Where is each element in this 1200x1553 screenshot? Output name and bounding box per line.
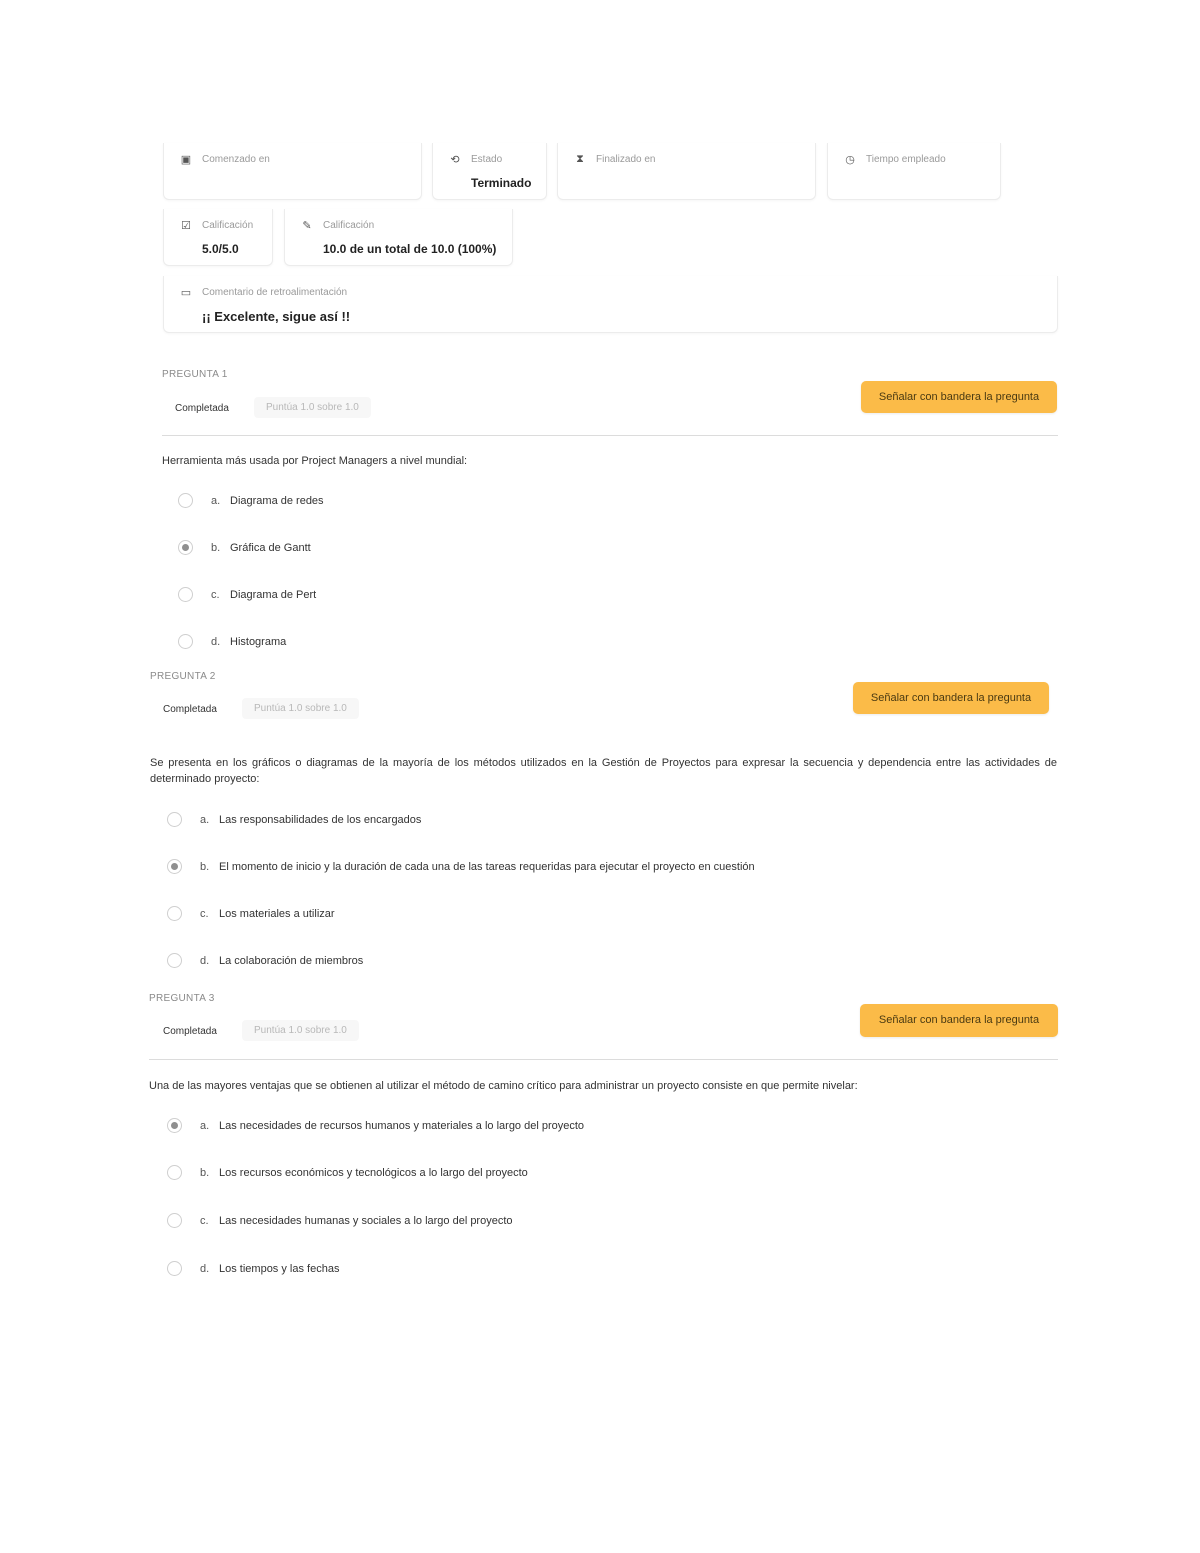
- question-1-label: PREGUNTA 1: [162, 369, 228, 380]
- radio-button-selected[interactable]: [167, 859, 182, 874]
- flag-question-1-button[interactable]: Señalar con bandera la pregunta: [861, 381, 1057, 413]
- question-2-option-a[interactable]: a. Las responsabilidades de los encargados: [167, 812, 421, 827]
- question-1-option-d[interactable]: d. Histograma: [178, 634, 286, 649]
- option-text: Diagrama de redes: [230, 494, 324, 507]
- feedback-value: ¡¡ Excelente, sigue así !!: [202, 309, 351, 324]
- option-text: Los materiales a utilizar: [219, 907, 335, 920]
- grade-points-card: [163, 209, 273, 266]
- clock-icon: ◷: [845, 154, 855, 166]
- divider: [162, 435, 1058, 436]
- option-text: Las responsabilidades de los encargados: [219, 813, 422, 826]
- question-3-state: Completada: [163, 1026, 217, 1037]
- radio-button[interactable]: [178, 493, 193, 508]
- checkbox-icon: ☑: [181, 220, 191, 232]
- question-1-option-c[interactable]: c. Diagrama de Pert: [178, 587, 316, 602]
- question-2-text: Se presenta en los gráficos o diagramas de la mayoría de los métodos utilizados en la Gestión de Proyectos para expresar la secuencia y dependencia entre las actividades de determinado proyecto:: [150, 757, 1057, 785]
- status-label: Estado: [471, 154, 503, 165]
- grade-points-value: 5.0/5.0: [202, 242, 239, 256]
- radio-button[interactable]: [167, 1213, 182, 1228]
- option-text: Las necesidades de recursos humanos y materiales a lo largo del proyecto: [219, 1119, 585, 1132]
- hourglass-icon: ⧗: [576, 153, 584, 165]
- question-1-state: Completada: [175, 403, 229, 414]
- question-1-points: Puntúa 1.0 sobre 1.0: [254, 397, 371, 418]
- flag-question-3-button[interactable]: Señalar con bandera la pregunta: [860, 1004, 1058, 1037]
- option-text: Histograma: [230, 635, 287, 648]
- radio-button[interactable]: [178, 634, 193, 649]
- radio-button[interactable]: [167, 1261, 182, 1276]
- status-icon: ⟲: [450, 154, 460, 166]
- feedback-card: [163, 276, 1058, 333]
- question-2-points: Puntúa 1.0 sobre 1.0: [242, 698, 359, 719]
- question-1-text: Herramienta más usada por Project Managers a nivel mundial:: [162, 455, 468, 467]
- started-label: Comenzado en: [202, 154, 270, 165]
- question-3-label: PREGUNTA 3: [149, 993, 215, 1004]
- question-3-option-c[interactable]: c. Las necesidades humanas y sociales a lo largo del proyecto: [167, 1213, 513, 1228]
- pencil-icon: ✎: [302, 220, 312, 232]
- radio-button[interactable]: [167, 812, 182, 827]
- calendar-icon: ▣: [180, 154, 192, 166]
- time-card: [827, 143, 1001, 200]
- option-text: Gráfica de Gantt: [230, 541, 311, 554]
- question-3-option-a[interactable]: a. Las necesidades de recursos humanos y materiales a lo largo del proyecto: [167, 1118, 584, 1133]
- radio-button[interactable]: [167, 906, 182, 921]
- question-3-text: Una de las mayores ventajas que se obtienen al utilizar el método de camino crítico para administrar un proyecto consiste en que permite nivelar:: [149, 1080, 858, 1092]
- question-1-option-b[interactable]: b. Gráfica de Gantt: [178, 540, 311, 555]
- radio-button[interactable]: [178, 587, 193, 602]
- option-text: La colaboración de miembros: [219, 954, 364, 967]
- question-2-state: Completada: [163, 704, 217, 715]
- time-label: Tiempo empleado: [866, 154, 946, 165]
- feedback-label: Comentario de retroalimentación: [202, 287, 348, 298]
- flag-question-2-button[interactable]: Señalar con bandera la pregunta: [853, 682, 1049, 714]
- option-text: Los tiempos y las fechas: [219, 1262, 340, 1275]
- grade-total-value: 10.0 de un total de 10.0 (100%): [323, 242, 497, 256]
- question-2-option-b[interactable]: b. El momento de inicio y la duración de cada una de las tareas requeridas para ejecutar el proyecto en cuestión: [167, 859, 755, 874]
- divider: [149, 1059, 1058, 1060]
- option-text: Las necesidades humanas y sociales a lo largo del proyecto: [219, 1214, 513, 1227]
- comment-icon: ▭: [180, 287, 192, 299]
- question-2-label: PREGUNTA 2: [150, 671, 216, 682]
- grade-points-label: Calificación: [202, 220, 254, 231]
- question-3-points: Puntúa 1.0 sobre 1.0: [242, 1020, 359, 1041]
- question-3-option-d[interactable]: d. Los tiempos y las fechas: [167, 1261, 339, 1276]
- radio-button[interactable]: [167, 953, 182, 968]
- question-2-option-c[interactable]: c. Los materiales a utilizar: [167, 906, 335, 921]
- question-2-option-d[interactable]: d. La colaboración de miembros: [167, 953, 363, 968]
- option-text: Los recursos económicos y tecnológicos a lo largo del proyecto: [219, 1166, 528, 1179]
- radio-button-selected[interactable]: [167, 1118, 182, 1133]
- option-text: Diagrama de Pert: [230, 588, 317, 601]
- radio-button-selected[interactable]: [178, 540, 193, 555]
- grade-total-label: Calificación: [323, 220, 375, 231]
- question-3-option-b[interactable]: b. Los recursos económicos y tecnológicos a lo largo del proyecto: [167, 1165, 528, 1180]
- finished-card: [557, 143, 816, 200]
- option-text: El momento de inicio y la duración de cada una de las tareas requeridas para ejecutar el proyecto en cuestión: [219, 860, 755, 873]
- question-1-option-a[interactable]: a. Diagrama de redes: [178, 493, 324, 508]
- status-card: [432, 143, 547, 200]
- started-card: [163, 143, 422, 200]
- grade-total-card: [284, 209, 513, 266]
- finished-label: Finalizado en: [596, 154, 656, 165]
- status-value: Terminado: [471, 176, 532, 190]
- radio-button[interactable]: [167, 1165, 182, 1180]
